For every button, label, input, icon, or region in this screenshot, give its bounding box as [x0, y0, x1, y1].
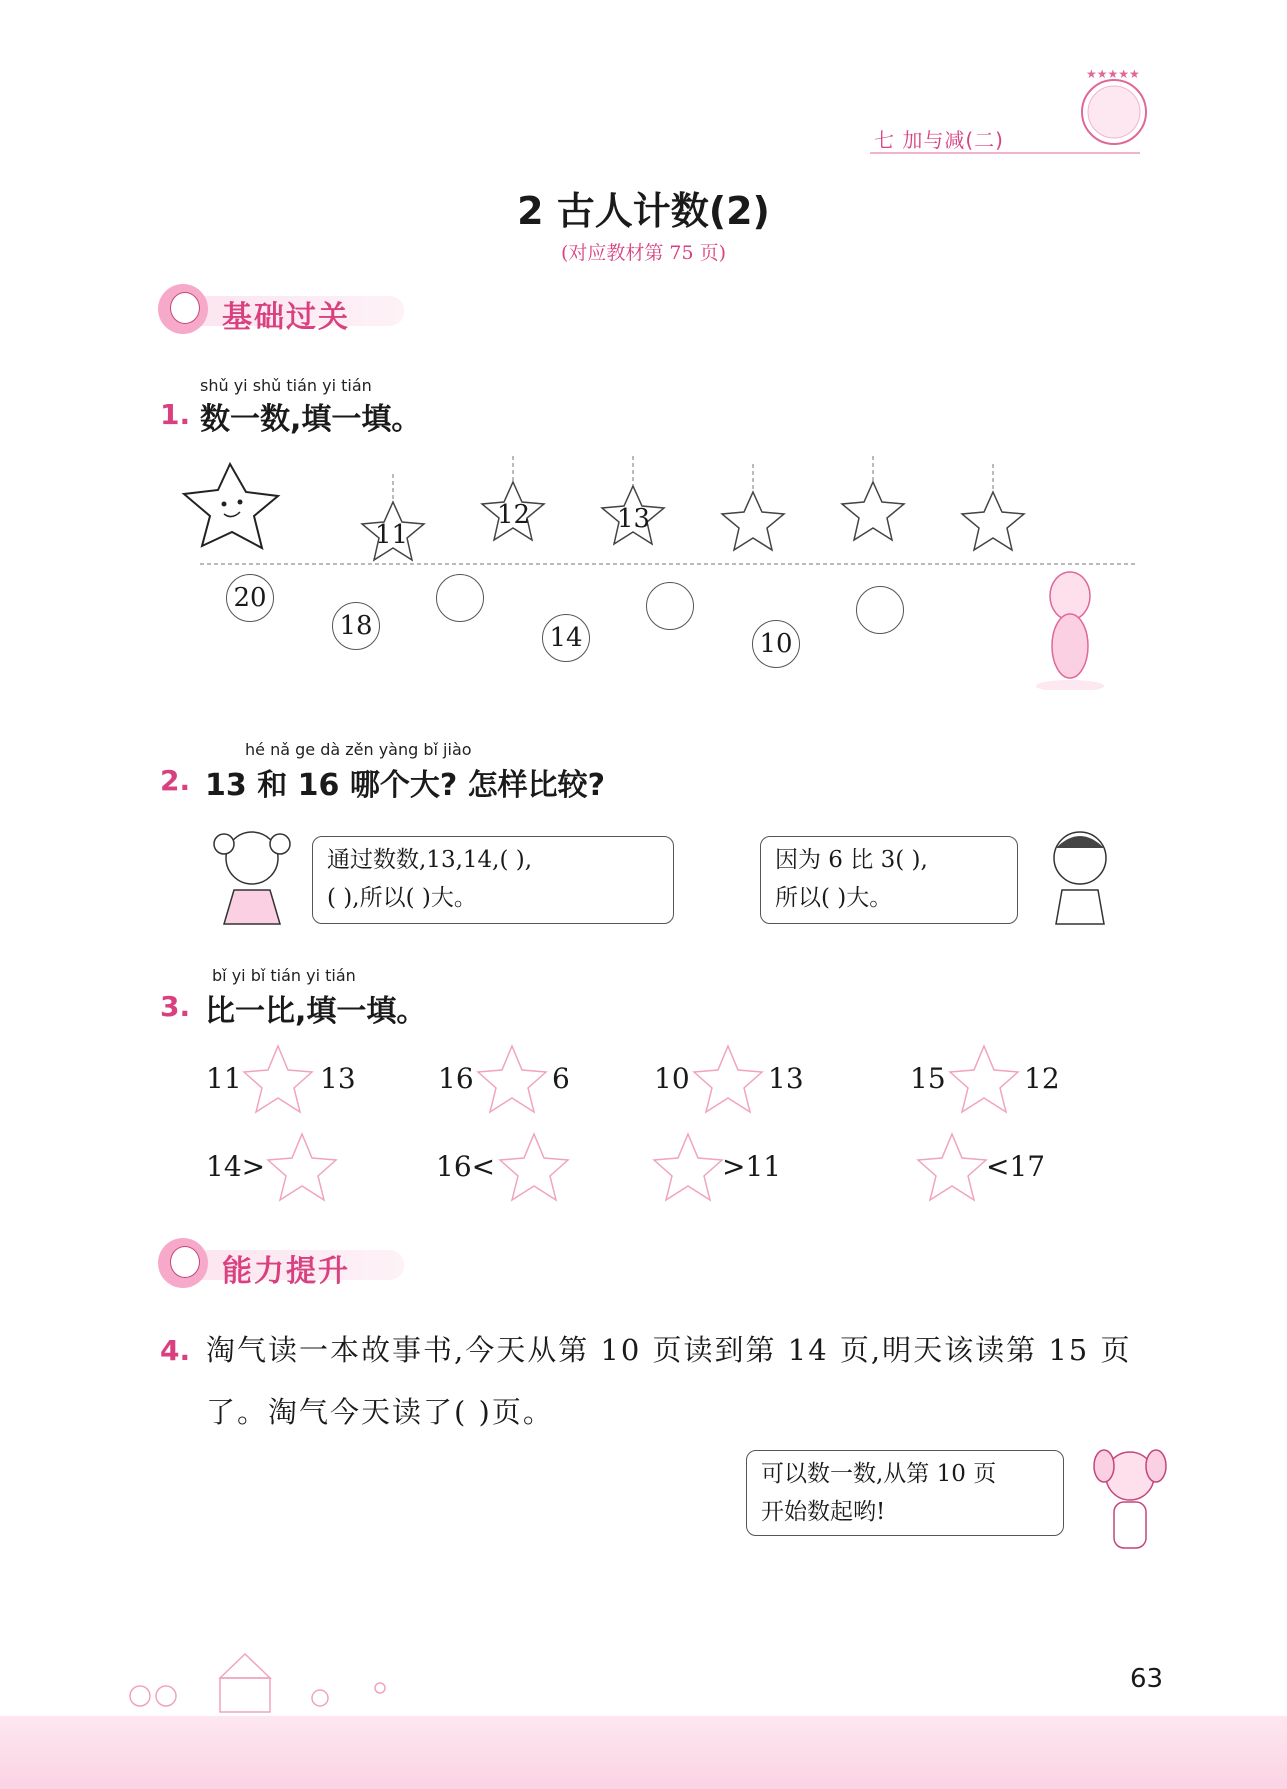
chapter-label: 七 加与减(二) [874, 128, 1004, 152]
section-header-basic [158, 278, 398, 338]
q2-right-speech-bubble [760, 836, 1018, 924]
star-character-icon [184, 464, 278, 548]
q3-number: 3. [160, 990, 191, 1023]
q3-compare-left: 10 [654, 1062, 690, 1095]
boy-character-icon [1028, 820, 1128, 930]
q2-left-bubble-line: 通过数数,13,14,( ), [327, 847, 533, 873]
q1-star-label: 13 [617, 504, 651, 534]
publisher-logo [1074, 62, 1154, 152]
q2-left-speech-bubble [312, 836, 674, 924]
q3-answer-star[interactable] [950, 1046, 1018, 1112]
q3-compare-right: >11 [722, 1150, 782, 1183]
dog-character-icon [1080, 1440, 1180, 1570]
q3-pinyin: bǐ yi bǐ tián yi tián [212, 966, 356, 985]
q3-answer-star[interactable] [478, 1046, 546, 1112]
q4-hint-speech-bubble [746, 1450, 1064, 1536]
q3-compare-left: 14> [206, 1150, 266, 1183]
q1-answer-circle[interactable] [436, 574, 484, 622]
svg-text:★★★★★: ★★★★★ [1086, 67, 1140, 81]
q3-answer-star[interactable] [244, 1046, 312, 1112]
q4-text-line: 淘气读一本故事书,今天从第 10 页读到第 14 页,明天该读第 15 页 [206, 1333, 1132, 1367]
girl-character-icon [200, 820, 300, 930]
q3-compare-right: 13 [320, 1062, 356, 1095]
section-label: 能力提升 [222, 1254, 350, 1289]
q3-answer-stars [0, 1040, 1287, 1210]
q3-compare-right: 13 [768, 1062, 804, 1095]
q2-right-bubble-line: 因为 6 比 3( ), [775, 847, 928, 873]
q1-number-circle: 18 [332, 602, 380, 650]
section-label: 基础过关 [222, 300, 350, 335]
q1-number-circle: 14 [542, 614, 590, 662]
q3-answer-star[interactable] [694, 1046, 762, 1112]
dolphin-character-icon [1036, 572, 1104, 690]
q4-hint-line: 可以数一数,从第 10 页 [761, 1461, 997, 1487]
q4-number: 4. [160, 1334, 191, 1367]
castle-decoration-icon [120, 1648, 420, 1718]
bottom-decoration-band [0, 1716, 1287, 1789]
page-subtitle: (对应教材第 75 页) [560, 242, 727, 264]
q3-answer-star[interactable] [918, 1134, 986, 1200]
page-number: 63 [1130, 1664, 1164, 1694]
q1-star-label: 11 [375, 520, 409, 550]
q3-compare-right: <17 [986, 1150, 1046, 1183]
q2-right-bubble-line: 所以( )大。 [775, 885, 893, 911]
q1-number-circle: 10 [752, 620, 800, 668]
q1-number: 1. [160, 398, 191, 431]
q3-compare-left: 16< [436, 1150, 496, 1183]
q1-number-circle: 20 [226, 574, 274, 622]
q3-text: 比一比,填一填。 [205, 994, 427, 1029]
q1-counting-figure [180, 440, 1140, 690]
q4-text-line: 了。淘气今天读了( )页。 [206, 1395, 554, 1429]
section-header-advanced [158, 1232, 398, 1292]
q1-star-label: 12 [497, 500, 531, 530]
q3-answer-star[interactable] [268, 1134, 336, 1200]
q4-hint-line: 开始数起哟! [761, 1499, 886, 1525]
q3-compare-left: 11 [206, 1062, 242, 1095]
q3-compare-right: 6 [552, 1062, 570, 1095]
q2-pinyin: hé nǎ ge dà zěn yàng bǐ jiào [245, 740, 472, 759]
q3-compare-left: 15 [910, 1062, 946, 1095]
q3-answer-star[interactable] [654, 1134, 722, 1200]
q1-pinyin: shǔ yi shǔ tián yi tián [200, 376, 372, 395]
character-face-icon [170, 1246, 200, 1278]
q2-number: 2. [160, 764, 191, 797]
q3-compare-right: 12 [1024, 1062, 1060, 1095]
q3-compare-left: 16 [438, 1062, 474, 1095]
q2-left-bubble-line: ( ),所以( )大。 [327, 885, 477, 911]
q1-answer-circle[interactable] [646, 582, 694, 630]
q3-answer-star[interactable] [500, 1134, 568, 1200]
character-face-icon [170, 292, 200, 324]
chapter-underline [870, 152, 1140, 154]
page-title: 2 古人计数(2) [517, 189, 770, 233]
q1-text: 数一数,填一填。 [200, 402, 422, 437]
q2-text: 13 和 16 哪个大? 怎样比较? [205, 768, 606, 803]
q1-answer-circle[interactable] [856, 586, 904, 634]
